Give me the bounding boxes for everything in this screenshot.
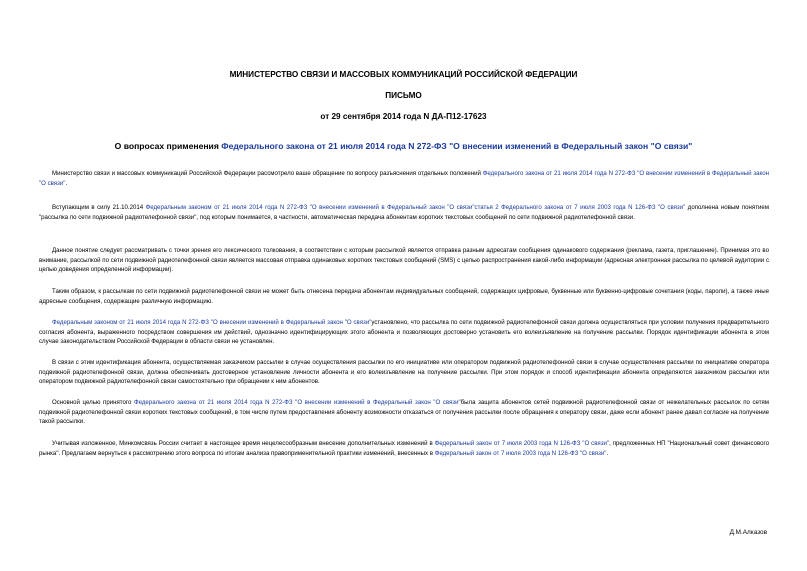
- p4-text: Таким образом, к рассылкам по сети подвижной радиотелефонной связи не может быть отнесена передача абонентам индивидуальных сообщений, содержащих цифровые, буквенные или буквенно-цифровые сочетания (коды, пароли), а также иные адресные сообщения, содержащие различную информацию.: [39, 288, 769, 305]
- p8-text: Учитывая изложенное, Минкомсвязь России считает в настоящее время нецелесообразным внесение дополнительных изменений в: [52, 440, 435, 447]
- paragraph-4: [39, 287, 769, 306]
- p8-mid: , предложенных НП "Национальный совет финансового рынка". Предлагаем вернуться к рассмотрению этого вопроса по итогам анализа правоприменительной практики изменений, внесенных в: [39, 440, 769, 457]
- p2-law-link[interactable]: Федеральным законом от 21 июля 2014 года N 272-ФЗ "О внесении изменений в Федеральный закон "О связи": [145, 204, 475, 211]
- p1-law-link[interactable]: Федерального закона от 21 июля 2014 года N 272-ФЗ "О внесении изменений в Федеральный закон "О связи": [39, 170, 769, 187]
- paragraph-7: [39, 398, 769, 427]
- paragraph-3: [39, 246, 769, 275]
- p7-rest: была защита абонентов сетей подвижной радиотелефонной связи от нежелательных рассылок по сетям подвижной радиотелефонной связи коротких текстовых сообщений, в том числе путем предоставления абоненту возможности отказаться от получения рассылки после обращения к оператору связи, даже если абонент ранее давал согласие на получение такой рассылки.: [39, 399, 769, 426]
- p8-law-link-2[interactable]: Федеральный закон от 7 июля 2003 года N 126-ФЗ "О связи": [434, 449, 607, 457]
- p3-text: Данное понятие следует рассматривать с точки зрения его лексического толкования, в соответствии с которым рассылкой является отправка разным адресатам сообщения одинакового содержания (реклама, газета, приглашение). Принимая это во внимание, рассылкой по сети подвижной радиотелефонной связи является массовая отправка одинаковых коротких текстовых сообщений (SMS) с целью распространения какой-либо информации (адресная электронная рассылка по целевой аудитории с целью доведения определенной информации).: [39, 247, 769, 274]
- document-date-number: от 29 сентября 2014 года N ДА-П12-17623: [320, 112, 487, 121]
- p1-end: .: [65, 179, 68, 187]
- document-type: ПИСЬМО: [385, 91, 422, 100]
- p6-text: В связи с этим идентификация абонента, осуществляемая заказчиком рассылки в случае осуществления рассылки по его инициативе или оператором подвижной радиотелефонной связи в случае осуществления рассылки по инициативе оператора подвижной радиотелефонной связи, должна обеспечивать достоверное установление личности абонента и его волеизъявление на получение рассылки. При этом порядок и способ идентификации абонента определяются заказчиком рассылки или оператором подвижной радиотелефонной связи самостоятельно при обращении к ним абонентов.: [39, 359, 769, 386]
- p2-article-link[interactable]: статья 2 Федерального закона от 7 июля 2003 года N 126-ФЗ "О связи": [474, 204, 686, 211]
- subject-law-link[interactable]: Федерального закона от 21 июля 2014 года N 272-ФЗ "О внесении изменений в Федеральный закон "О связи": [221, 141, 693, 151]
- p1-text: Министерство связи и массовых коммуникаций Российской Федерации рассмотрело ваше обращение по вопросу разъяснения отдельных положений: [52, 170, 483, 177]
- subject-prefix: О вопросах применения: [114, 141, 222, 151]
- document-subject: [0, 141, 807, 151]
- p7-text: Основной целью принятого: [52, 399, 134, 406]
- paragraph-2: [39, 203, 769, 222]
- signature: Д.М.Алказов: [729, 529, 767, 536]
- paragraph-8: [39, 439, 769, 458]
- paragraph-6: [39, 358, 769, 387]
- paragraph-5: [39, 318, 769, 347]
- p5-text: установлено, что рассылка по сети подвижной радиотелефонной связи должна осуществляться при условии получения предварительного согласия абонента, выраженного посредством совершения им действий, однозначно идентифицирующих этого абонента и позволяющих достоверно установить его волеизъявление на получение рассылки. Порядок идентификации абонента в этом случае законодательством Российской Федерации в области связи не установлен.: [39, 319, 769, 346]
- p5-law-link[interactable]: Федеральным законом от 21 июля 2014 года N 272-ФЗ "О внесении изменений в Федеральный закон "О связи": [52, 319, 372, 326]
- p8-end: .: [606, 449, 609, 457]
- p2-text: Вступающим в силу 21.10.2014: [52, 204, 146, 211]
- ministry-heading: МИНИСТЕРСТВО СВЯЗИ И МАССОВЫХ КОММУНИКАЦИЙ РОССИЙСКОЙ ФЕДЕРАЦИИ: [229, 70, 578, 79]
- paragraph-1: [39, 169, 769, 188]
- p8-law-link-1[interactable]: Федеральный закон от 7 июля 2003 года N 126-ФЗ "О связи": [434, 440, 610, 447]
- p2-rest: дополнена новым понятием "рассылка по сети подвижной радиотелефонной связи", под которым понимается, в частности, автоматическая передача абонентам коротких текстовых сообщений по сети подвижной радиотелефонной связи.: [39, 204, 769, 221]
- p7-law-link[interactable]: Федерального закона от 21 июля 2014 года N 272-ФЗ "О внесении изменений в Федеральный закон "О связи": [133, 399, 461, 406]
